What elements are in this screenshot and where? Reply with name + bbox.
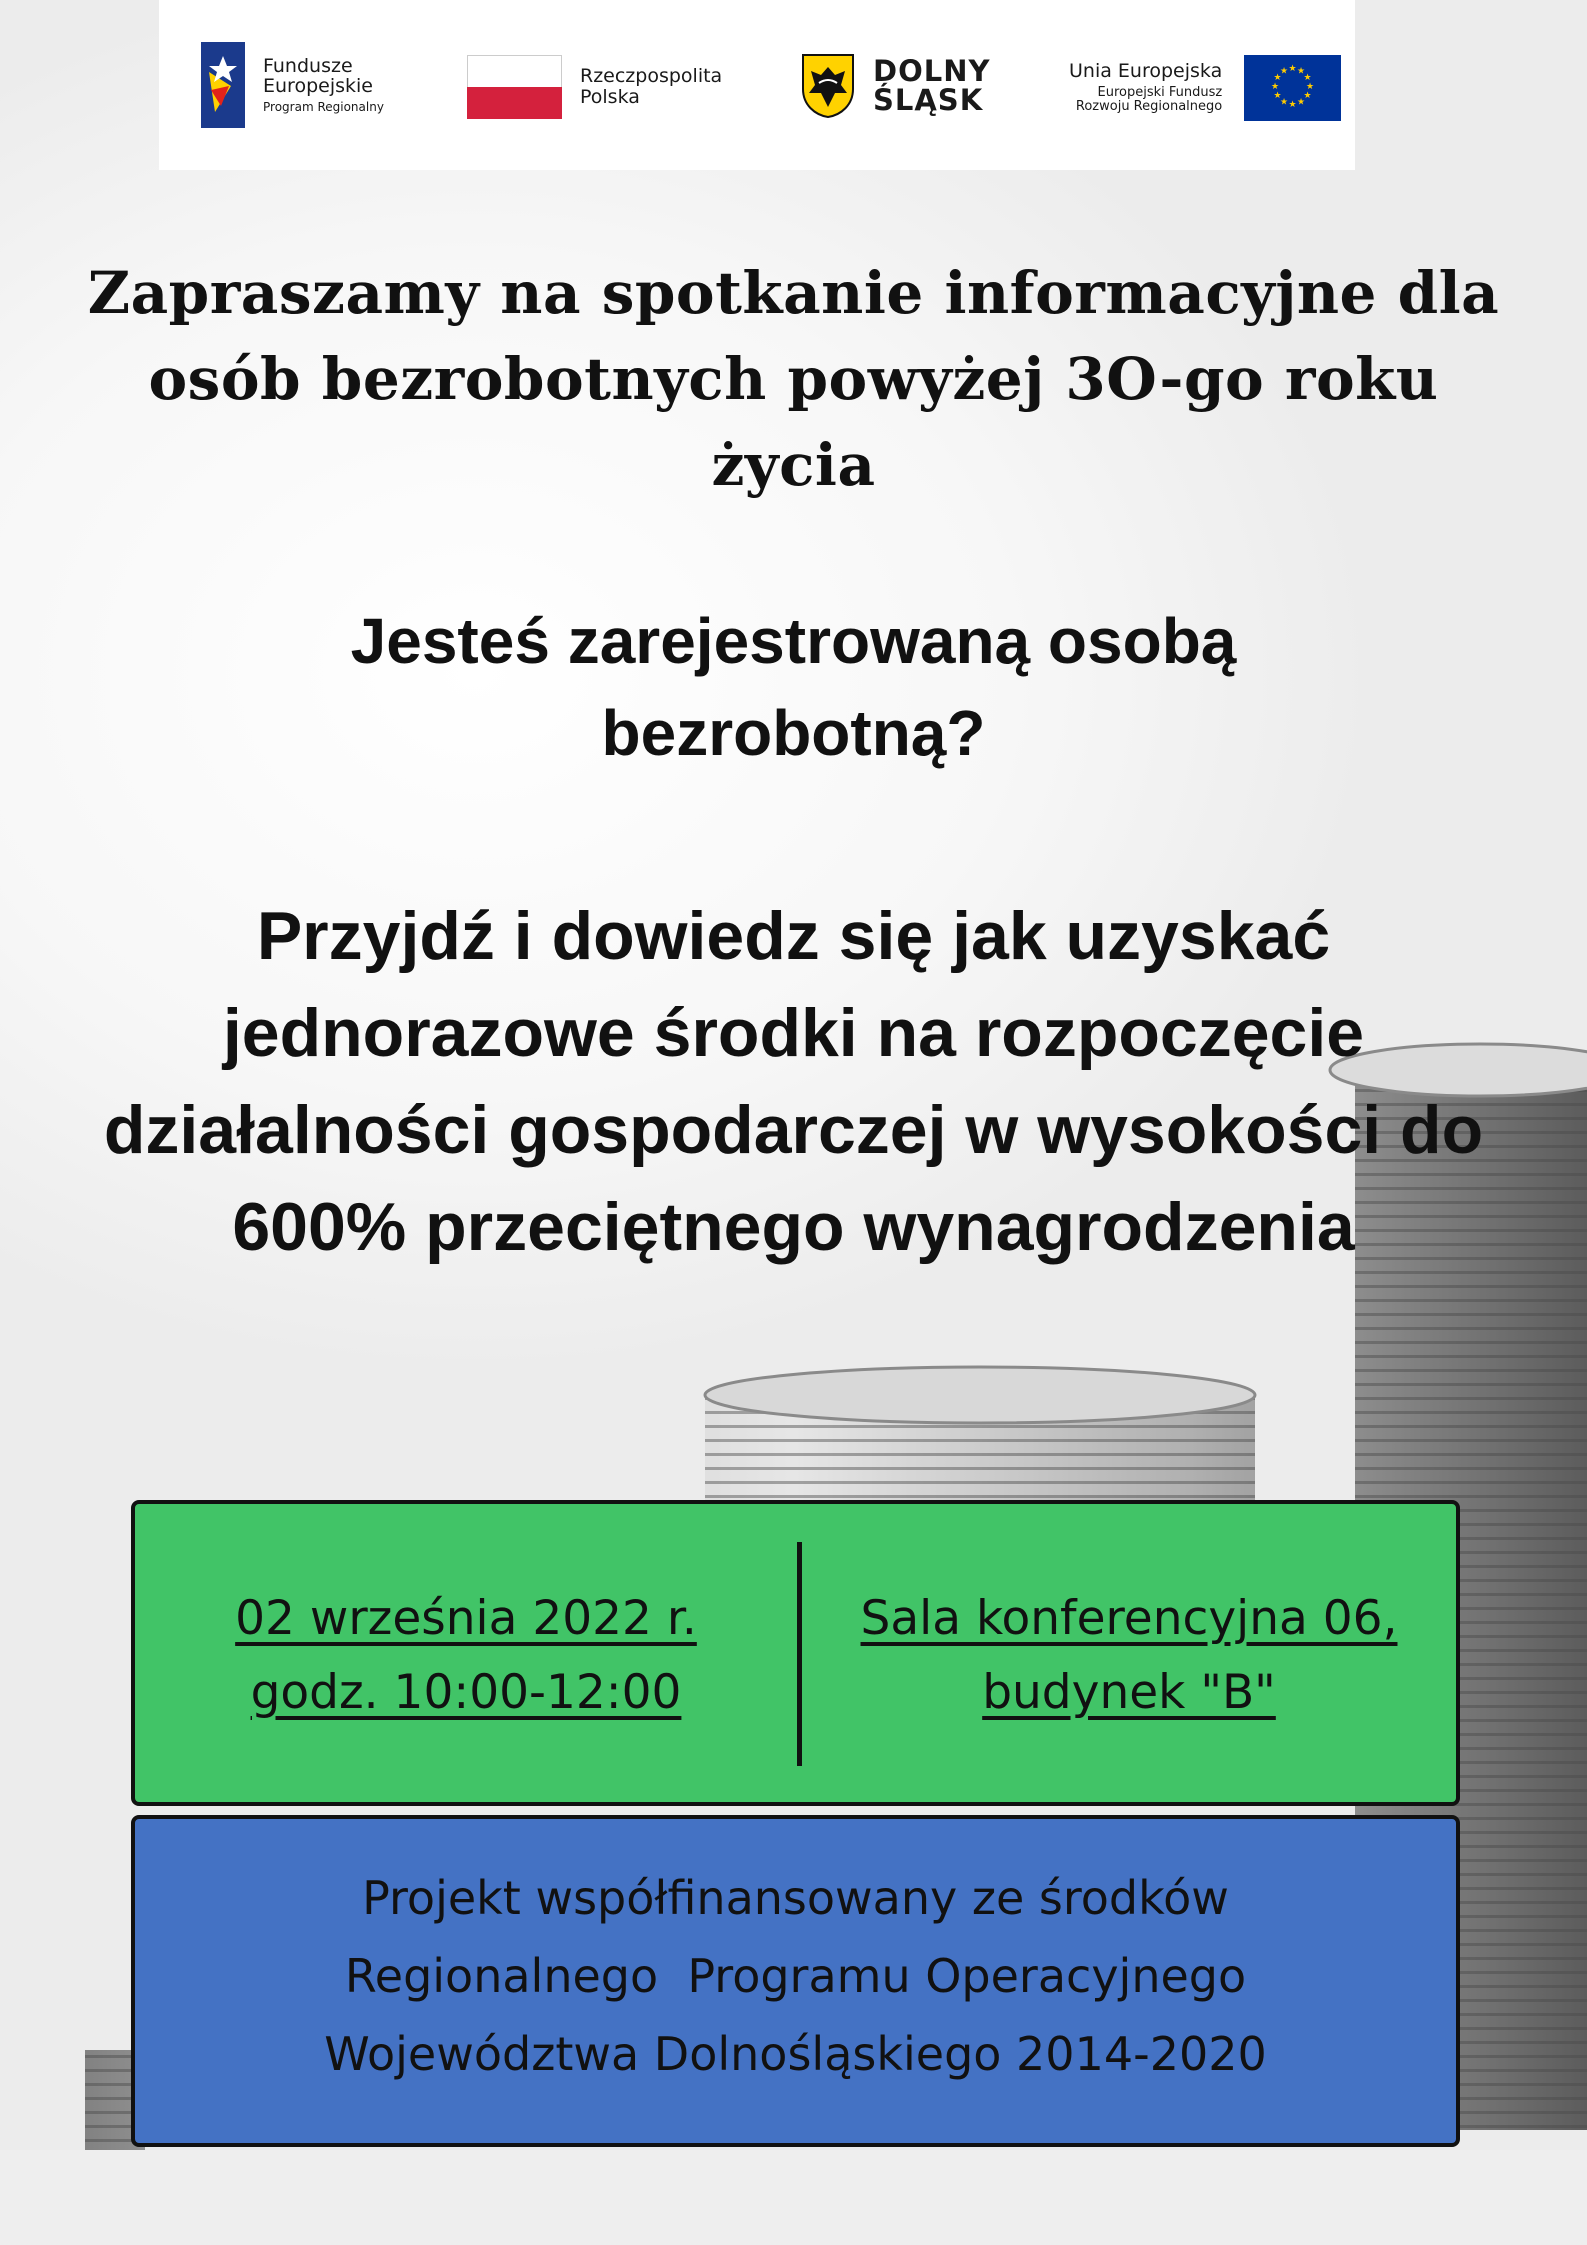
- funding-line2: Regionalnego Programu Operacyjnego: [344, 1949, 1247, 2003]
- svg-text:★: ★: [1297, 97, 1306, 108]
- logo-fundusze-europejskie: [201, 42, 384, 128]
- event-location: [802, 1582, 1456, 1730]
- ue-line2: Europejski Fundusz: [1097, 85, 1223, 101]
- svg-text:★: ★: [1306, 82, 1315, 92]
- question-line1: Jesteś zarejestrowaną osobą: [350, 605, 1237, 677]
- invitation-line2: osób bezrobotnych powyżej 3O-go roku: [148, 345, 1439, 413]
- logo-unia-europejska: [1069, 55, 1341, 121]
- question-heading: [0, 595, 1587, 779]
- event-info-box: [131, 1500, 1460, 1806]
- fundusze-europejskie-icon: [201, 42, 245, 128]
- svg-text:★: ★: [1280, 66, 1289, 77]
- offer-line4: 600% przeciętnego wynagrodzenia: [232, 1189, 1355, 1265]
- svg-text:★: ★: [1303, 73, 1312, 83]
- fe-line1: Fundusze: [263, 54, 353, 77]
- logo-rzeczpospolita-polska: [467, 55, 722, 119]
- funding-line3: Województwa Dolnośląskiego 2014-2020: [324, 2027, 1267, 2081]
- funding-line1: Projekt współfinansowany ze środków: [362, 1871, 1229, 1925]
- polish-flag-icon: [467, 55, 562, 119]
- svg-text:★: ★: [1297, 66, 1306, 77]
- ue-line3: Rozwoju Regionalnego: [1075, 99, 1223, 115]
- offer-line3: działalności gospodarczej w wysokości do: [103, 1092, 1484, 1168]
- ds-line1: DOLNY: [873, 54, 991, 88]
- svg-text:★: ★: [1288, 64, 1297, 74]
- logo-dolny-slask: [801, 53, 990, 119]
- fe-line3: Program Regionalny: [263, 100, 384, 115]
- event-place-room: Sala konferencyjna 06,: [860, 1591, 1398, 1646]
- offer-line1: Przyjdź i dowiedz się jak uzyskać: [256, 898, 1331, 974]
- eu-flag-icon: [1244, 55, 1341, 121]
- funding-info-box: [131, 1815, 1460, 2147]
- svg-text:★: ★: [1288, 100, 1297, 110]
- svg-text:★: ★: [1280, 97, 1289, 108]
- offer-heading: [0, 888, 1587, 1276]
- rp-line2: Polska: [580, 86, 640, 108]
- ue-line1: Unia Europejska: [1069, 60, 1223, 83]
- ds-line2: ŚLĄSK: [873, 83, 984, 117]
- dolny-slask-eagle-icon: [801, 53, 855, 119]
- event-date-time: [135, 1582, 797, 1730]
- event-place-building: budynek "B": [982, 1665, 1276, 1720]
- event-time: godz. 10:00-12:00: [250, 1665, 682, 1720]
- fe-line2: Europejskie: [263, 75, 373, 98]
- svg-text:★: ★: [1273, 73, 1282, 83]
- svg-text:★: ★: [1271, 82, 1280, 92]
- question-line2: bezrobotną?: [601, 697, 986, 769]
- logo-bar: [159, 0, 1355, 170]
- offer-line2: jednorazowe środki na rozpoczęcie: [222, 995, 1365, 1071]
- invitation-line1: Zapraszamy na spotkanie informacyjne dla: [87, 259, 1500, 327]
- event-date: 02 września 2022 r.: [235, 1591, 697, 1646]
- svg-text:★: ★: [1273, 91, 1282, 101]
- invitation-heading: [0, 250, 1587, 508]
- invitation-line3: życia: [711, 431, 876, 499]
- svg-text:★: ★: [1303, 91, 1312, 101]
- rp-line1: Rzeczpospolita: [580, 65, 723, 88]
